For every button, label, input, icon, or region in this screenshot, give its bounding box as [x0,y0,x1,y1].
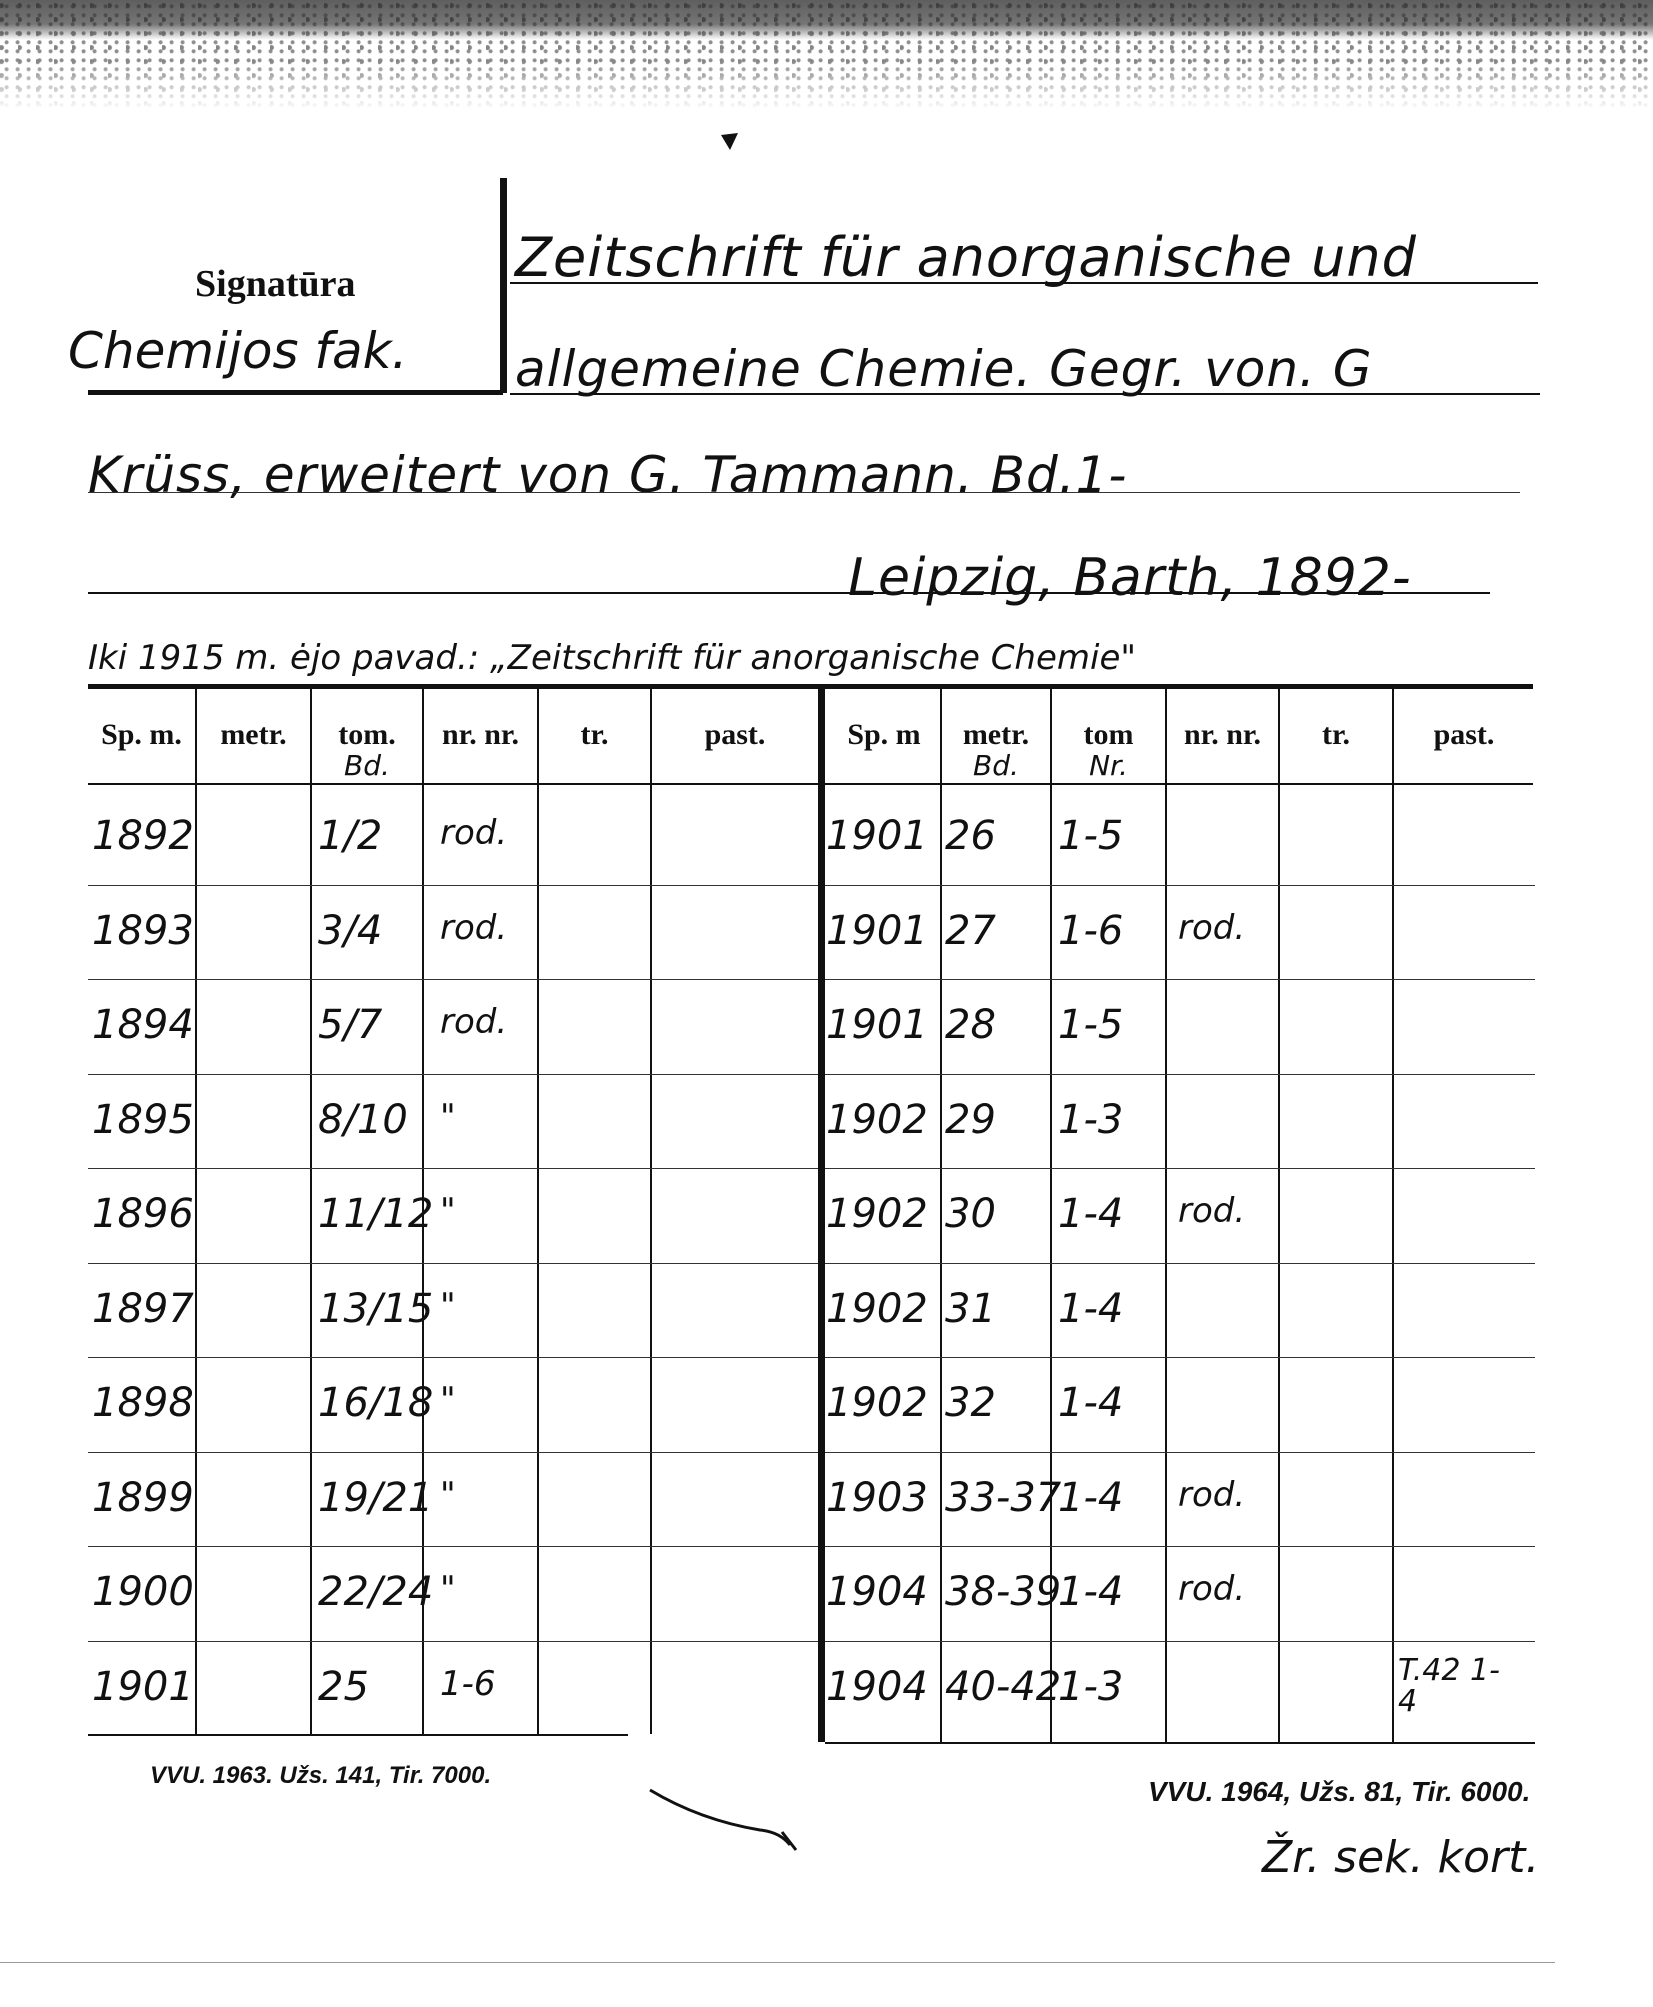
left-cell-tom: 3/4 [318,907,383,954]
left-row-rule [88,979,818,980]
right-cell-metr: 32 [945,1380,996,1426]
right-cell-metr: 29 [945,1096,996,1143]
signature-divider [500,178,507,393]
left-cell-tom: 13/15 [318,1285,434,1332]
left-row-rule [88,1168,818,1169]
left-cell-nr-nr: rod. [440,907,508,948]
stray-ink-dot [718,130,742,154]
right-cell-tom: 1-4 [1058,1191,1124,1237]
right-cell-sp-m: 1904 [826,1569,928,1615]
right-cell-metr: 27 [945,907,996,954]
signature-label: Signatūra [195,263,356,305]
left-cell-tom: 8/10 [318,1096,408,1143]
signature-underline [88,390,503,395]
left-cell-sp-m: 1898 [92,1380,194,1426]
right-cell-sp-m: 1901 [826,813,928,859]
right-row-rule [825,1546,1535,1547]
right-cell-metr: 40-42 [945,1663,1062,1710]
left-row-rule [88,1357,818,1358]
left-cell-tom: 11/12 [318,1191,434,1237]
left-cell-nr-nr: " [440,1285,456,1326]
right-col-divider-5 [1392,688,1394,1742]
right-cell-sp-m: 1903 [826,1474,928,1521]
right-header-tr: tr. [1321,718,1351,751]
right-cell-sp-m: 1904 [826,1663,928,1710]
table-center-divider [818,684,825,1742]
right-cell-metr: 30 [945,1191,996,1237]
print-stamp-left: VVU. 1963. Užs. 141, Tir. 7000. [150,1762,492,1789]
title-line-3-rule [88,492,1520,493]
left-cell-tom: 19/21 [318,1474,434,1521]
right-header-past: past. [1433,718,1495,751]
left-cell-nr-nr: " [440,1096,456,1137]
right-cell-sp-m: 1901 [826,907,928,954]
left-cell-sp-m: 1897 [92,1285,194,1332]
print-stamp-right: VVU. 1964, Užs. 81, Tir. 6000. [1148,1776,1531,1807]
left-cell-nr-nr: rod. [440,1002,508,1042]
left-header-sp-m: Sp. m. [101,718,182,751]
table-bottom-rule-left [88,1734,628,1736]
right-header-nr-nr: nr. nr. [1184,718,1261,751]
left-col-divider-1 [195,688,197,1734]
left-row-rule [88,1263,818,1264]
right-row-rule [825,1074,1535,1075]
left-col-divider-4 [537,688,539,1734]
right-cell-metr: 31 [945,1285,996,1332]
left-header-tr: tr. [580,718,609,751]
left-cell-nr-nr: " [440,1474,456,1515]
left-cell-tom: 22/24 [318,1569,434,1615]
left-cell-sp-m: 1901 [92,1663,194,1710]
right-cell-tom: 1-4 [1058,1380,1124,1426]
table-bottom-rule-right [825,1742,1535,1744]
left-cell-sp-m: 1899 [92,1474,194,1521]
right-cell-past: T.42 1-4 [1398,1652,1500,1719]
table-header-rule [88,783,1533,785]
right-row-rule [825,885,1535,886]
left-cell-tom: 1/2 [318,813,383,859]
right-header-sp-m: Sp. m [847,718,921,751]
left-row-rule [88,1452,818,1453]
left-row-rule [88,1074,818,1075]
left-col-divider-5 [650,688,652,1734]
right-cell-nr-nr: rod. [1178,907,1246,948]
left-header-tom: tom. Bd. [338,718,396,782]
left-row-rule [88,1546,818,1547]
title-line-3: Krüss, erweitert von G. Tammann. Bd.1- [88,446,1128,504]
left-cell-nr-nr: " [440,1569,456,1609]
left-cell-sp-m: 1894 [92,1002,194,1048]
left-row-rule [88,885,818,886]
right-cell-sp-m: 1902 [826,1096,928,1143]
right-cell-sp-m: 1902 [826,1380,928,1426]
title-line-1-rule [510,282,1538,284]
next-card-note: Žr. sek. kort. [1262,1832,1540,1883]
table-top-rule [88,684,1533,689]
right-cell-tom: 1-4 [1058,1474,1124,1521]
right-cell-metr: 33-37 [945,1474,1062,1521]
right-row-rule [825,1357,1535,1358]
right-cell-metr: 28 [945,1002,996,1048]
right-col-divider-1 [940,688,942,1742]
right-cell-tom: 1-3 [1058,1096,1124,1143]
title-line-4: Leipzig, Barth, 1892- [848,548,1412,608]
right-cell-sp-m: 1901 [826,1002,928,1048]
title-line-1: Zeitschrift für anorganische und [515,226,1417,289]
right-cell-nr-nr: rod. [1178,1474,1246,1515]
right-col-divider-3 [1165,688,1167,1742]
right-row-rule [825,1263,1535,1264]
left-header-nr-nr: nr. nr. [442,718,519,751]
left-cell-sp-m: 1893 [92,907,194,954]
left-cell-sp-m: 1900 [92,1569,194,1615]
right-cell-tom: 1-4 [1058,1569,1124,1615]
left-cell-nr-nr: rod. [440,813,508,853]
stray-pen-stroke [640,1770,810,1860]
right-cell-tom: 1-3 [1058,1663,1124,1710]
right-row-rule [825,1168,1535,1169]
right-cell-tom: 1-6 [1058,907,1124,954]
left-cell-tom: 5/7 [318,1002,383,1048]
right-cell-metr: 26 [945,813,996,859]
right-cell-nr-nr: rod. [1178,1569,1246,1609]
title-line-2: allgemeine Chemie. Gegr. von. G [515,340,1373,398]
signature-value: Chemijos fak. [68,322,408,380]
right-cell-sp-m: 1902 [826,1191,928,1237]
right-cell-tom: 1-5 [1058,813,1124,859]
card-bottom-edge [0,1962,1555,1963]
right-cell-metr: 38-39 [945,1569,1062,1615]
left-cell-sp-m: 1892 [92,813,194,859]
title-line-2-rule [510,393,1540,395]
left-row-rule [88,1641,818,1642]
left-cell-nr-nr: " [440,1380,456,1420]
left-cell-tom: 25 [318,1663,369,1710]
right-header-tom: tom Nr. [1083,718,1134,782]
right-row-rule [825,979,1535,980]
right-header-metr: metr. Bd. [962,718,1030,782]
right-cell-sp-m: 1902 [826,1285,928,1332]
scan-edge-noise [0,0,1653,110]
right-cell-nr-nr: rod. [1178,1191,1246,1231]
left-cell-nr-nr: " [440,1191,456,1231]
right-row-rule [825,1452,1535,1453]
right-cell-tom: 1-5 [1058,1002,1124,1048]
left-header-past: past. [704,718,766,751]
left-header-metr: metr. [220,718,287,751]
left-cell-sp-m: 1896 [92,1191,194,1237]
right-col-divider-4 [1278,688,1280,1742]
left-cell-tom: 16/18 [318,1380,434,1426]
right-row-rule [825,1641,1535,1642]
title-line-4-rule [88,592,1490,594]
right-cell-tom: 1-4 [1058,1285,1124,1332]
left-cell-nr-nr: 1-6 [440,1663,496,1704]
left-cell-sp-m: 1895 [92,1096,194,1143]
title-note: Iki 1915 m. ėjo pavad.: „Zeitschrift für anorganische Chemie" [88,638,1137,678]
left-col-divider-2 [310,688,312,1734]
